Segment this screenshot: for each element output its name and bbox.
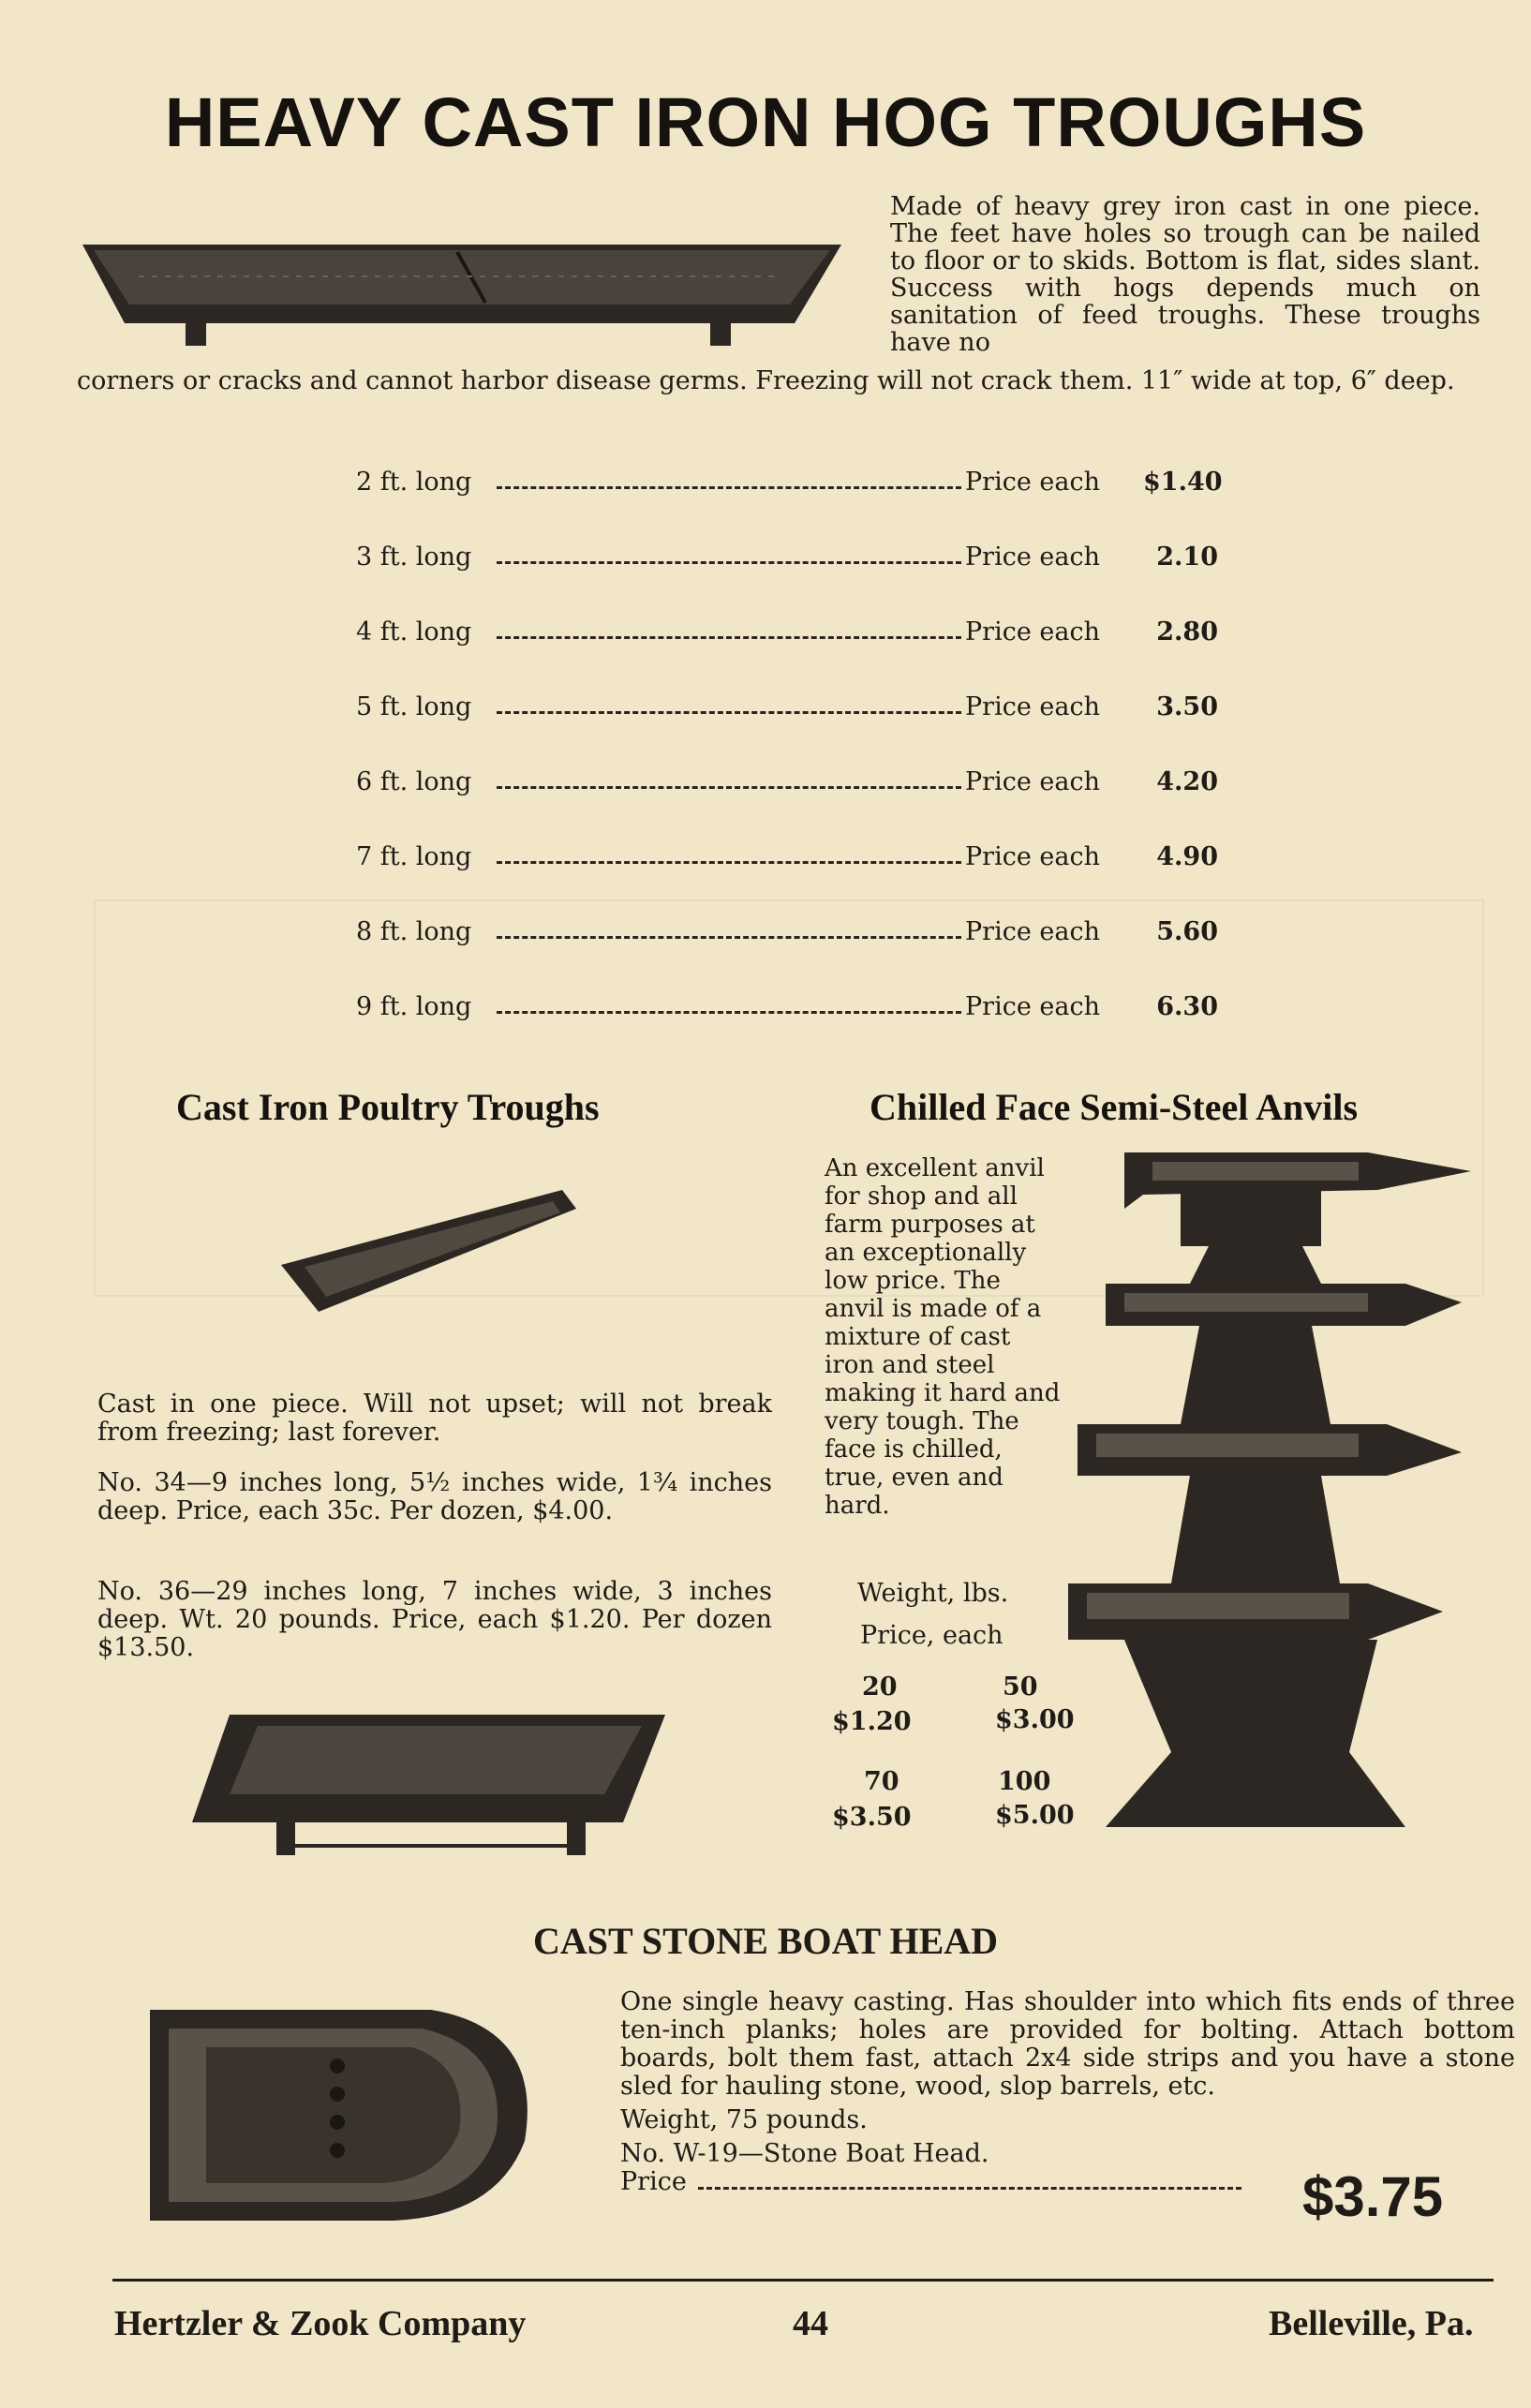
leader-line [497, 860, 961, 864]
price-label: Price each [965, 468, 1100, 497]
poultry-trough-illustration [281, 1181, 581, 1321]
anvil-weight: 50 [1003, 1672, 1038, 1702]
price-row [356, 909, 1218, 946]
anvil-price: $3.50 [832, 1803, 912, 1832]
price-value: 3.50 [1156, 692, 1218, 721]
anvil-price: $5.00 [995, 1801, 1075, 1830]
anvil-weight: 100 [998, 1767, 1051, 1796]
poultry-description: Cast in one piece. Will not upset; will not break from freezing; last forever. [97, 1390, 772, 1447]
price-row [356, 609, 1218, 647]
price-label: Price each [965, 767, 1100, 796]
footer-company: Hertzler & Zook Company [114, 2304, 527, 2343]
price-label: Price each [965, 692, 1100, 721]
price-value: 6.30 [1156, 992, 1218, 1021]
footer-rule [112, 2279, 1494, 2282]
leader-line [497, 710, 961, 714]
anvil-price: $3.00 [995, 1705, 1075, 1734]
price-value: 4.20 [1156, 767, 1218, 796]
stone-boat-price: $3.75 [1302, 2165, 1444, 2228]
anvils-heading: Chilled Face Semi-Steel Anvils [870, 1086, 1359, 1128]
price-row [356, 534, 1218, 572]
leader-line [497, 635, 961, 639]
poultry-troughs-heading: Cast Iron Poultry Troughs [176, 1086, 600, 1128]
trough-length: 9 ft. long [356, 992, 472, 1021]
price-row [356, 984, 1218, 1021]
page-title: HEAVY CAST IRON HOG TROUGHS [164, 83, 1367, 161]
leader-line [497, 485, 961, 489]
poultry-item-34: No. 34—9 inches long, 5½ inches wide, 1¾ inches deep. Price, each 35c. Per dozen, $4.00. [97, 1468, 772, 1525]
weight-label: Weight, lbs. [857, 1579, 1009, 1608]
leader-line [497, 560, 961, 564]
price-row [356, 684, 1218, 721]
price-row [356, 759, 1218, 796]
price-value: 4.90 [1156, 842, 1218, 871]
hog-trough-description-cont: corners or cracks and cannot harbor disease germs. Freezing will not crack them. 11″ wide at top, 6″ deep. [77, 366, 1455, 395]
trough-length: 5 ft. long [356, 692, 472, 721]
anvil-illustration [1068, 1152, 1471, 1836]
anvils-description: An excellent anvil for shop and all farm purposes at an exceptionally low price. The anvil is made of a mixture of cast iron and steel making it hard and very tough. The face is chilled, true, even and hard. [825, 1154, 1061, 1520]
price-label: Price each [965, 543, 1100, 572]
trough-length: 6 ft. long [356, 767, 472, 796]
price-label: Price each [965, 842, 1100, 871]
price-label: Price each [965, 992, 1100, 1021]
leader-line [497, 1010, 961, 1014]
trough-length: 2 ft. long [356, 468, 472, 497]
trough-length: 8 ft. long [356, 917, 472, 946]
price-row [356, 459, 1223, 497]
stone-boat-weight: Weight, 75 pounds. [620, 2105, 868, 2134]
trough-length: 7 ft. long [356, 842, 472, 871]
price-label: Price each [965, 917, 1100, 946]
trough-length: 4 ft. long [356, 617, 472, 647]
stone-boat-model: No. W-19—Stone Boat Head. [620, 2139, 989, 2168]
stone-boat-price-label: Price [620, 2168, 1515, 2196]
price-value: 2.80 [1156, 617, 1218, 647]
stone-boat-description-text: One single heavy casting. Has shoulder into which fits ends of three ten-inch planks; holes are provided for bolting. Attach bottom boards, bolt them fast, attach 2x4 side strips and you have a stone sled for hauling stone, wood, slop barrels, etc. [620, 1987, 1515, 2101]
hog-trough-description: Made of heavy grey iron cast in one piece. The feet have holes so trough can be nailed to floor or to skids. Bottom is flat, sides slant. Success with hogs depends much on sanitation of feed troughs. These troughs have no [890, 192, 1480, 357]
stone-boat-head-illustration [150, 1991, 543, 2225]
page-number: 44 [793, 2304, 828, 2343]
poultry-trough-large-illustration [192, 1705, 670, 1865]
poultry-item-36: No. 36—29 inches long, 7 inches wide, 3 inches deep. Wt. 20 pounds. Price, each $1.20. Per dozen $13.50. [97, 1577, 772, 1662]
price-value: $1.40 [1143, 468, 1223, 497]
price-value: 2.10 [1156, 543, 1218, 572]
price-label: Price each [965, 617, 1100, 647]
anvil-price: $1.20 [832, 1707, 912, 1736]
footer-location: Belleville, Pa. [1269, 2304, 1474, 2343]
leader-line [497, 935, 961, 939]
anvil-weight: 70 [864, 1767, 899, 1796]
hog-trough-illustration [82, 239, 841, 351]
price-row [356, 834, 1218, 871]
price-value: 5.60 [1156, 917, 1218, 946]
trough-length: 3 ft. long [356, 543, 472, 572]
stone-boat-heading: CAST STONE BOAT HEAD [532, 1920, 999, 1962]
price-label: Price, each [860, 1621, 1003, 1650]
anvil-weight: 20 [862, 1672, 898, 1702]
leader-line [497, 785, 961, 789]
